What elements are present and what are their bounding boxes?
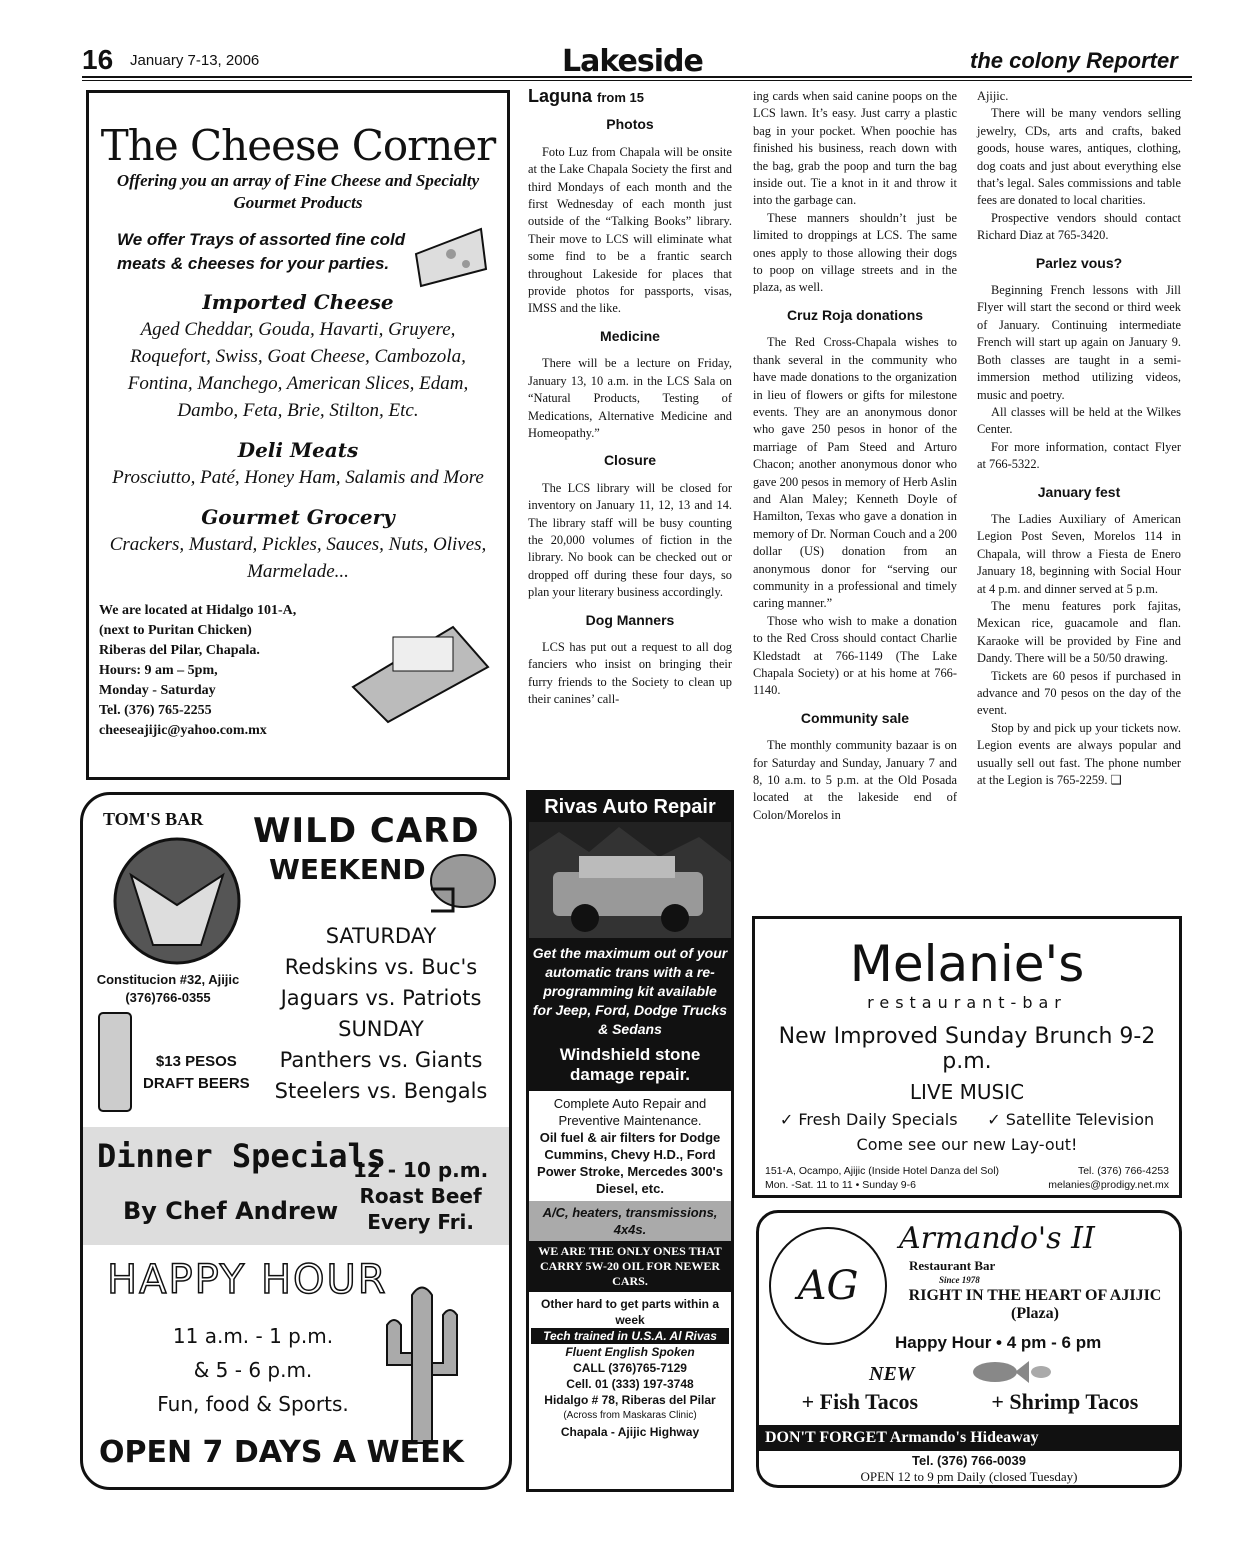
service-line: Oil fuel & air filters for Dodge Cummins, Chevy H.D., Ford Power Stroke, Mercedes 300's Diesel, etc. bbox=[537, 1130, 723, 1196]
new-label: NEW bbox=[869, 1363, 915, 1385]
cheese-address bbox=[99, 601, 339, 741]
tacos-row bbox=[765, 1389, 1175, 1415]
dinner-specials-band bbox=[83, 1127, 509, 1245]
cheese-corner-ad bbox=[86, 90, 510, 780]
since-line: Since 1978 bbox=[939, 1275, 980, 1285]
paragraph: There will be many vendors selling jewelry, CDs, arts and crafts, baked goods, house wares, antiques, clothing, dog coats and just about everything else that’s legal. Sales commissions and table fees are donated to local charities. bbox=[977, 106, 1181, 208]
game-schedule bbox=[261, 921, 501, 1107]
rivas-auto-ad bbox=[526, 790, 734, 1492]
only-ones-line: WE ARE THE ONLY ONES THAT CARRY 5W-20 OIL FOR NEWER CARS. bbox=[529, 1241, 731, 1292]
time-line: & 5 - 6 p.m. bbox=[193, 1358, 313, 1382]
phone-number: Tel. (376) 766-4253 bbox=[1077, 1165, 1169, 1177]
restaurant-sub bbox=[909, 1259, 995, 1287]
ag-monogram: AG bbox=[769, 1227, 887, 1345]
layout-line: Come see our new Lay-out! bbox=[856, 1135, 1078, 1154]
subhead: Medicine bbox=[600, 327, 660, 344]
subhead: January fest bbox=[1037, 483, 1121, 500]
address-line: Tel. (376) 765-2255 bbox=[99, 703, 212, 718]
paragraph: Prospective vendors should contact Richard Diaz at 765-3420. bbox=[977, 210, 1181, 243]
page-number: 16 bbox=[82, 44, 114, 75]
armandos-ad bbox=[756, 1210, 1182, 1488]
address-line: 151-A, Ocampo, Ajijic (Inside Hotel Danza del Sol) bbox=[765, 1165, 1000, 1177]
header-rule bbox=[82, 76, 1192, 81]
happy-hour-times bbox=[143, 1319, 363, 1421]
open-days: OPEN 7 DAYS A WEEK bbox=[99, 1435, 464, 1470]
taco-item: + Fish Tacos bbox=[801, 1389, 919, 1414]
hours-line: Mon. -Sat. 11 to 11 • Sunday 9-6 bbox=[765, 1179, 916, 1191]
column-body bbox=[753, 88, 957, 824]
windshield-text: Windshield stone damage repair. bbox=[559, 1045, 701, 1084]
ad-subtitle: Offering you an array of Fine Cheese and Specialty Gourmet Products bbox=[116, 171, 480, 212]
special-item: ✓ Satellite Television bbox=[987, 1110, 1155, 1129]
promo-text: Get the maximum out of your automatic trans with a re-programming kit available for Jeep, Ford, Dodge Trucks & Sedans bbox=[532, 945, 728, 1037]
grocery-heading: Gourmet Grocery bbox=[201, 505, 395, 529]
paragraph: Stop by and pick up your tickets now. Legion events are always popular and usually sell out fast. The phone number at the Legion is 765-2259. ❑ bbox=[977, 720, 1181, 788]
paragraph: ing cards when said canine poops on the LCS lawn. It’s easy. Just carry a plastic bag in your pocket. When poochie has finished his business, reach down with the bag, grab the poop and turn the bag inside out. Tie a knot in it and throw it into the garbage can. bbox=[753, 89, 957, 208]
phone-number: CALL (376)765-7129 bbox=[573, 1361, 687, 1375]
article-title bbox=[528, 88, 732, 106]
deli-list: Prosciutto, Paté, Honey Ham, Salamis and More bbox=[112, 467, 484, 488]
section-title: Lakeside bbox=[562, 44, 703, 79]
happy-hour-line: Happy Hour • 4 pm - 6 pm bbox=[895, 1333, 1102, 1352]
paragraph: For more information, contact Flyer at 766-5322. bbox=[977, 439, 1181, 472]
paragraph: Those who wish to make a donation to the Red Cross should contact Charlie Kledstadt at 766-1149 (The Lake Chapala Society) or at his home at 766-1140. bbox=[753, 613, 957, 698]
brunch-line: New Improved Sunday Brunch 9-2 p.m. bbox=[778, 1024, 1156, 1074]
service-line: Complete Auto Repair and Preventive Maintenance. bbox=[553, 1096, 707, 1128]
email-link[interactable]: cheeseajijic@yahoo.com.mx bbox=[99, 723, 267, 738]
paragraph: Foto Luz from Chapala will be onsite at the Lake Chapala Society the first and third Mondays of each month and the first Wednesday of each month just outside of the “Talking Books” library. Their move to LCS will eliminate what some find to be a frantic search throughout Lakeside for places that provide photos for passports, visas, IMSS and the like. bbox=[528, 144, 732, 316]
forget-banner: DON'T FORGET Armando's Hideaway bbox=[759, 1425, 1179, 1451]
fish-icon bbox=[965, 1357, 1055, 1387]
time-line: Fun, food & Sports. bbox=[157, 1392, 349, 1416]
trays-text: We offer Trays of assorted fine cold meats & cheeses for your parties. bbox=[117, 230, 406, 273]
dinner-time-line: Every Fri. bbox=[367, 1210, 475, 1234]
subhead: Community sale bbox=[800, 709, 910, 726]
imported-list: Aged Cheddar, Gouda, Havarti, Gruyere, Roquefort, Swiss, Goat Cheese, Cambozola, Fontina, Manchego, American Slices, Edam, Dambo, Feta, Brie, Stilton, Etc. bbox=[127, 319, 469, 421]
restaurant-name: Melanie's bbox=[849, 935, 1085, 993]
footer-line: Hidalgo # 78, Riberas del Pilar bbox=[544, 1393, 716, 1407]
phone-number: Tel. (376) 766-0039 bbox=[912, 1453, 1026, 1468]
weekend-title: WEEKEND bbox=[269, 853, 426, 886]
beer-price-line: DRAFT BEERS bbox=[143, 1075, 250, 1092]
paragraph: Beginning French lessons with Jill Flyer will start the second or third week of January. Continuing intermediate French will start up again on January 9. Both classes are taught in a semi-immersion method utilizing videos, music and poetry. bbox=[977, 283, 1181, 402]
subhead: Photos bbox=[606, 116, 654, 133]
ad-title: The Cheese Corner bbox=[100, 121, 496, 170]
deli-heading: Deli Meats bbox=[237, 438, 359, 462]
cactus-icon bbox=[367, 1275, 477, 1445]
paragraph: The Ladies Auxiliary of American Legion Post Seven, Morelos 114 in Chapala, will throw a Fiesta de Enero January 18, beginning with Social Hour at 4 p.m. and dinner served at 5 p.m. bbox=[977, 511, 1181, 596]
chef-line: By Chef Andrew bbox=[123, 1197, 339, 1225]
bar-address bbox=[93, 971, 243, 1007]
ac-line: A/C, heaters, transmissions, 4x4s. bbox=[529, 1201, 731, 1241]
paragraph: The Red Cross-Chapala wishes to thank several in the community who have made donations to the organization in lieu of flowers or gifts for milestone events. They are an anonymous donor who gave 250 pesos in honor of the marriage of Pam Steed and Arturo Chacon; another anonymous donor who gave 200 pesos in memory of Herb Aslin and Alan Maley; Kenneth Doyle of Hamilton, Texas who gave a donation in memory of Dr. Norman Couch and a 200 dollar (US) donation from an anonymous donor for “serving our community in a professional and timely caring manner.” bbox=[753, 335, 957, 611]
day-label: SUNDAY bbox=[338, 1017, 424, 1041]
footer-line: (Across from Maskaras Clinic) bbox=[563, 1410, 697, 1421]
game-item: Redskins vs. Buc's bbox=[284, 955, 478, 979]
address-line: We are located at Hidalgo 101-A, bbox=[99, 603, 297, 618]
taco-item: + Shrimp Tacos bbox=[991, 1389, 1139, 1414]
dinner-time bbox=[353, 1157, 488, 1235]
article-column-1 bbox=[528, 88, 732, 709]
wild-card-title: WILD CARD bbox=[253, 811, 480, 851]
game-item: Panthers vs. Giants bbox=[279, 1048, 483, 1072]
special-item: ✓ Fresh Daily Specials bbox=[779, 1110, 958, 1129]
cheese-wedge-icon bbox=[411, 224, 491, 294]
beer-price-line: $13 PESOS bbox=[155, 1053, 237, 1070]
footer-line: Chapala - Ajijic Highway bbox=[560, 1425, 700, 1439]
page-header bbox=[82, 44, 1192, 78]
heart-line: RIGHT IN THE HEART OF AJIJIC (Plaza) bbox=[908, 1287, 1162, 1322]
melanie-footer bbox=[765, 1164, 1169, 1192]
issue-date: January 7-13, 2006 bbox=[130, 52, 260, 69]
imported-heading: Imported Cheese bbox=[202, 290, 394, 314]
ad-title: Rivas Auto Repair bbox=[529, 793, 731, 822]
time-line: 11 a.m. - 1 p.m. bbox=[172, 1324, 334, 1348]
dinner-title: Dinner Specials bbox=[97, 1137, 386, 1175]
specials-row bbox=[765, 1110, 1169, 1129]
paper-name: the colony Reporter bbox=[970, 48, 1178, 73]
address-line: Constitucion #32, Ajijic bbox=[96, 972, 240, 987]
paragraph: Ajijic. bbox=[977, 89, 1009, 103]
address-block bbox=[765, 1164, 999, 1192]
services-block bbox=[529, 1091, 731, 1201]
dinner-time-line: Roast Beef bbox=[359, 1184, 482, 1208]
contact-block bbox=[1048, 1164, 1169, 1192]
article-jump: from 15 bbox=[597, 90, 644, 105]
paragraph: There will be a lecture on Friday, January 13, 10 a.m. in the LCS Sala on “Natural Products, Testing of Medications, Alternative Medicine and Homeopathy.” bbox=[528, 356, 732, 440]
toms-bar-ad bbox=[80, 792, 512, 1490]
address-line: Riberas del Pilar, Chapala. bbox=[99, 643, 260, 658]
game-item: Jaguars vs. Patriots bbox=[280, 986, 482, 1010]
happy-hour-title: HAPPY HOUR bbox=[107, 1257, 388, 1303]
contact-block bbox=[529, 1292, 731, 1444]
article-title-word: Laguna bbox=[528, 86, 593, 106]
column-body bbox=[528, 116, 732, 708]
armando-contact bbox=[759, 1453, 1179, 1485]
grocery-list: Crackers, Mustard, Pickles, Sauces, Nuts, Olives, Marmelade... bbox=[109, 534, 487, 582]
footer-line: Fluent English Spoken bbox=[565, 1345, 695, 1359]
beer-glass-icon bbox=[93, 1005, 137, 1115]
column-body bbox=[977, 88, 1181, 789]
paragraph: Tickets are 60 pesos if purchased in advance and 70 pesos on the day of the event. bbox=[977, 668, 1181, 718]
music-line: LIVE MUSIC bbox=[909, 1080, 1025, 1104]
footer-line: Tech trained in U.S.A. Al Rivas bbox=[531, 1328, 729, 1344]
game-item: Steelers vs. Bengals bbox=[274, 1079, 488, 1103]
phone-number: (376)766-0355 bbox=[125, 990, 211, 1005]
hours-line: OPEN 12 to 9 pm Daily (closed Tuesday) bbox=[860, 1469, 1078, 1484]
restaurant-tag: restaurant-bar bbox=[867, 993, 1067, 1012]
promo-block bbox=[529, 938, 731, 1091]
address-line: Monday - Saturday bbox=[99, 683, 216, 698]
article-column-3 bbox=[977, 88, 1181, 789]
bull-skull-icon bbox=[111, 835, 243, 967]
subhead: Closure bbox=[603, 452, 657, 469]
paragraph: The monthly community bazaar is on for Saturday and Sunday, January 7 and 8, 10 a.m. to 5 p.m. at the Old Posada located at the lakeside end of Colon/Morelos in bbox=[753, 738, 957, 822]
paragraph: All classes will be held at the Wilkes Center. bbox=[977, 404, 1181, 437]
paragraph: These manners shouldn’t just be limited to droppings at LCS. The same ones apply to those allowing their dogs to poop on village streets and in the plaza, as well. bbox=[753, 210, 957, 295]
subhead: Cruz Roja donations bbox=[786, 306, 924, 323]
address-line: (next to Puritan Chicken) bbox=[99, 623, 252, 638]
paragraph: The LCS library will be closed for inventory on January 11, 12, 13 and 14. The library staff will be busy counting the 20,000 volumes of fiction in the library. No book can be checked out or dropped off during these four days, so plan your literary business accordingly. bbox=[528, 480, 732, 600]
jeep-icon bbox=[529, 822, 731, 938]
cheese-board-icon bbox=[343, 607, 493, 727]
paragraph: LCS has put out a request to all dog fanciers who insist on bringing their furry friends to the Society to clean up their canines’ call- bbox=[528, 639, 732, 707]
bar-name: TOM'S BAR bbox=[103, 809, 204, 829]
day-label: SATURDAY bbox=[325, 924, 437, 948]
restaurant-name: Armando's II bbox=[899, 1221, 1095, 1256]
dinner-time-line: 12 - 10 p.m. bbox=[353, 1158, 489, 1182]
subhead: Dog Manners bbox=[585, 611, 675, 628]
footer-line: Other hard to get parts within a week bbox=[540, 1297, 719, 1327]
subhead: Parlez vous? bbox=[1035, 254, 1123, 271]
sub-line: Restaurant Bar bbox=[909, 1258, 996, 1273]
melanies-ad bbox=[752, 916, 1182, 1198]
football-helmet-icon bbox=[423, 851, 497, 915]
beer-price bbox=[143, 1051, 250, 1095]
cell-number: Cell. 01 (333) 197-3748 bbox=[566, 1377, 694, 1391]
address-line: Hours: 9 am – 5pm, bbox=[99, 663, 218, 678]
article-column-2 bbox=[753, 88, 957, 824]
paragraph: The menu features pork fajitas, Mexican rice, guacamole and flan. Karaoke will be provided by Fine and Dandy. There will be a 50/50 drawing. bbox=[977, 598, 1181, 666]
email-link[interactable]: melanies@prodigy.net.mx bbox=[1048, 1179, 1169, 1191]
jeep-photo bbox=[529, 822, 731, 938]
